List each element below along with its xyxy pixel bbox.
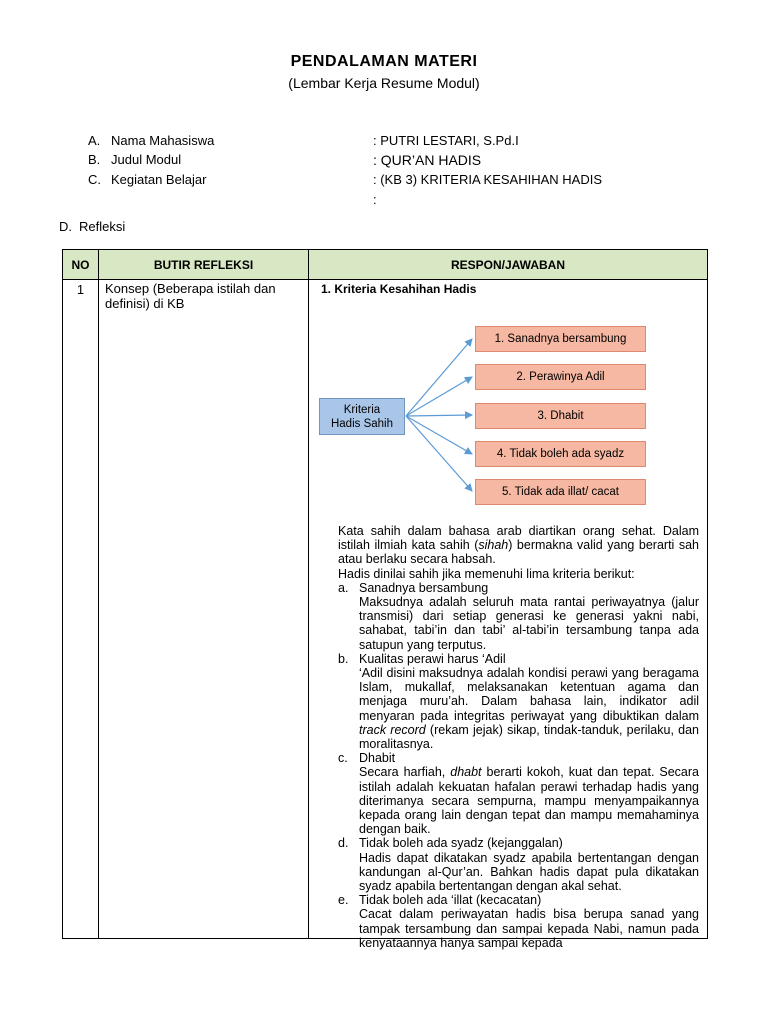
item-body-italic: dhabt <box>450 765 482 780</box>
row-number: 1 <box>63 280 99 939</box>
info-letter: C. <box>88 172 101 187</box>
list-item <box>338 836 699 893</box>
arrow-2 <box>406 377 472 416</box>
item-mark: e. <box>338 893 349 908</box>
arrow-1 <box>406 339 472 416</box>
list-item <box>338 893 699 950</box>
item-body <box>359 666 699 751</box>
info-label: Kegiatan Belajar <box>111 172 207 187</box>
arrow-5 <box>406 416 472 491</box>
header-no: NO <box>63 250 99 280</box>
item-mark: d. <box>338 836 349 851</box>
header-respon: RESPON/JAWABAN <box>309 250 708 280</box>
criteria-box-3: 3. Dhabit <box>475 403 646 429</box>
table-header-row <box>63 250 708 280</box>
item-body <box>359 765 699 836</box>
info-value: : PUTRI LESTARI, S.Pd.I <box>373 133 519 148</box>
section-label: Refleksi <box>79 219 126 234</box>
info-label: Judul Modul <box>111 152 182 167</box>
refleksi-table <box>62 249 708 950</box>
center-line-1: Kriteria <box>343 403 381 416</box>
info-value: : (KB 3) KRITERIA KESAHIHAN HADIS <box>373 172 602 187</box>
item-head: Tidak boleh ada syadz (kejanggalan) <box>359 836 563 851</box>
item-head: Tidak boleh ada ‘illat (kecacatan) <box>359 893 542 908</box>
page-title: PENDALAMAN MATERI <box>290 53 478 70</box>
item-body-b: berarti kokoh, kuat dan tepat. Secara istilah adalah kekuatan hafalan perawi terhadap hadis yang diterimanya secara sempurna, mampu menyampaikannya kepada orang lain dengan tepat dan mampu memahaminya dengan baik. <box>359 765 699 837</box>
intro-italic: sihah <box>478 538 509 553</box>
respon-section-title: 1. Kriteria Kesahihan Hadis <box>321 282 477 296</box>
arrow-3 <box>406 415 472 416</box>
arrow-4 <box>406 416 472 454</box>
item-body: Maksudnya adalah seluruh mata rantai periwayatnya (jalur transmisi) dari setiap generasi ke generasi yakni nabi, sahabat, tabi’in dan tabi’ al-tabi’in tersambung tanpa ada satupun yang terputus. <box>359 595 699 652</box>
row-respon <box>309 280 708 950</box>
page-subtitle: (Lembar Kerja Resume Modul) <box>288 75 480 91</box>
item-mark: c. <box>338 751 348 766</box>
criteria-box-2: 2. Perawinya Adil <box>475 364 646 390</box>
table-row <box>63 280 708 939</box>
info-value: : QUR’AN HADIS <box>373 152 482 168</box>
criteria-box-5: 5. Tidak ada illat/ cacat <box>475 479 646 505</box>
info-letter: B. <box>88 152 101 167</box>
intro-paragraph <box>338 524 699 567</box>
info-label: Nama Mahasiswa <box>111 133 215 148</box>
intro-text-b: ) bermakna valid yang berarti sah atau berlaku secara habsah. <box>338 538 699 567</box>
item-body-b: (rekam jejak) sikap, tindak-tanduk, perilaku, dan moralitasnya. <box>359 722 699 752</box>
item-body-italic: track record <box>359 722 426 737</box>
list-item <box>338 581 699 652</box>
intro-text-a: Kata sahih dalam bahasa arab diartikan orang sehat. Dalam istilah ilmiah kata sahih ( <box>338 524 699 553</box>
item-body: Cacat dalam periwayatan hadis bisa berupa sanad yang tampak tersambung dan sampai kepada Nabi, namun pada kenyataannya hanya sampai kepada <box>359 907 699 950</box>
item-mark: b. <box>338 651 349 666</box>
header-butir: BUTIR REFLEKSI <box>99 250 309 280</box>
item-head: Sanadnya bersambung <box>359 580 489 595</box>
section-letter: D. <box>59 219 72 234</box>
item-body: Hadis dapat dikatakan syadz apabila bertentangan dengan kandungan al-Qur’an. Bahkan hadis dapat pula dikatakan syadz apabila bertentangan dengan akal sehat. <box>359 850 699 894</box>
section-refleksi <box>59 219 125 234</box>
info-letter: A. <box>88 133 101 148</box>
item-body-a: ‘Adil disini maksudnya adalah kondisi perawi yang beragama Islam, mukallaf, melaksanakan ketentuan agama dan menjaga muru’ah. Dalam bahasa lain, indikator adil menyaran pada integritas periwayat yang dibuktikan dalam <box>359 666 699 723</box>
explanation-text <box>338 524 699 950</box>
item-head: Kualitas perawi harus ‘Adil <box>359 651 506 666</box>
item-body-a: Secara harfiah, <box>359 765 451 780</box>
list-item <box>338 751 699 836</box>
info-value: : <box>373 192 377 207</box>
item-head: Dhabit <box>359 751 396 766</box>
list-item <box>338 652 699 751</box>
criteria-box-1: 1. Sanadnya bersambung <box>475 326 646 352</box>
center-line-2: Hadis Sahih <box>330 417 393 430</box>
item-mark: a. <box>338 580 349 595</box>
criteria-box-4: 4. Tidak boleh ada syadz <box>475 441 646 467</box>
intro-paragraph-2: Hadis dinilai sahih jika memenuhi lima kriteria berikut: <box>338 566 635 581</box>
diagram-center-box <box>319 398 405 435</box>
row-butir: Konsep (Beberapa istilah dan definisi) di KB <box>99 280 309 939</box>
